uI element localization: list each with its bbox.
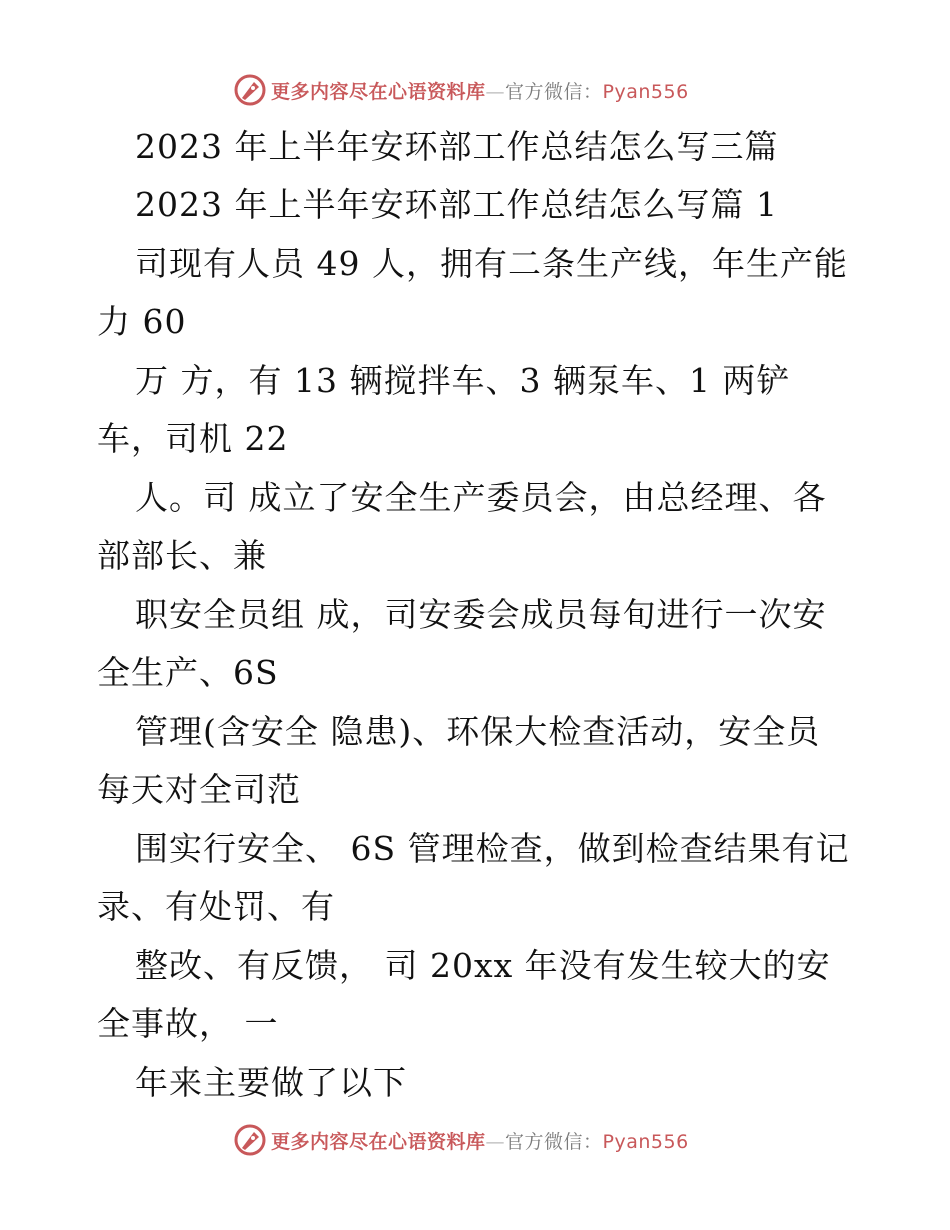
banner-dash: —: [485, 80, 506, 103]
banner-wechat-label: 官方微信：: [505, 1130, 603, 1153]
text-line: 司现有人员 49 人，拥有二条生产线，年生产能: [135, 244, 848, 283]
header-banner: [233, 72, 713, 108]
pen-nib-logo-icon: [233, 73, 267, 107]
doc-subtitle: 2023 年上半年安环部工作总结怎么写篇 1: [135, 185, 778, 224]
banner-wechat-id: Pyan556: [602, 80, 689, 103]
doc-title: 2023 年上半年安环部工作总结怎么写三篇: [135, 127, 779, 166]
text-line: 力 60: [97, 302, 187, 341]
text-line: 整改、有反馈， 司 20xx 年没有发生较大的安: [135, 946, 831, 985]
pen-nib-logo-icon: [233, 1123, 267, 1157]
text-line: 职安全员组 成，司安委会成员每旬进行一次安: [135, 595, 827, 634]
text-line: 录、有处罚、有: [97, 887, 335, 926]
banner-dash: —: [485, 1130, 506, 1153]
text-line: 车，司机 22: [97, 419, 289, 458]
footer-banner: [233, 1122, 713, 1158]
text-line: 每天对全司范: [97, 770, 301, 809]
banner-text: [271, 77, 689, 104]
text-line: 万 方，有 13 辆搅拌车、3 辆泵车、1 两铲: [135, 361, 791, 400]
text-line: 部部长、兼: [97, 536, 267, 575]
banner-wechat-id: Pyan556: [602, 1130, 689, 1153]
text-line: 人。司 成立了安全生产委员会，由总经理、各: [135, 478, 827, 517]
text-line: 全事故， 一: [97, 1004, 279, 1043]
banner-wechat-label: 官方微信：: [505, 80, 603, 103]
banner-site-text: 更多内容尽在心语资料库: [271, 80, 486, 103]
banner-text: [271, 1127, 689, 1154]
text-line: 围实行安全、 6S 管理检查，做到检查结果有记: [135, 829, 850, 868]
text-line: 年来主要做了以下: [135, 1063, 407, 1102]
text-line: 管理(含安全 隐患)、环保大检查活动，安全员: [135, 712, 821, 751]
banner-site-text: 更多内容尽在心语资料库: [271, 1130, 486, 1153]
text-line: 全生产、6S: [97, 653, 279, 692]
